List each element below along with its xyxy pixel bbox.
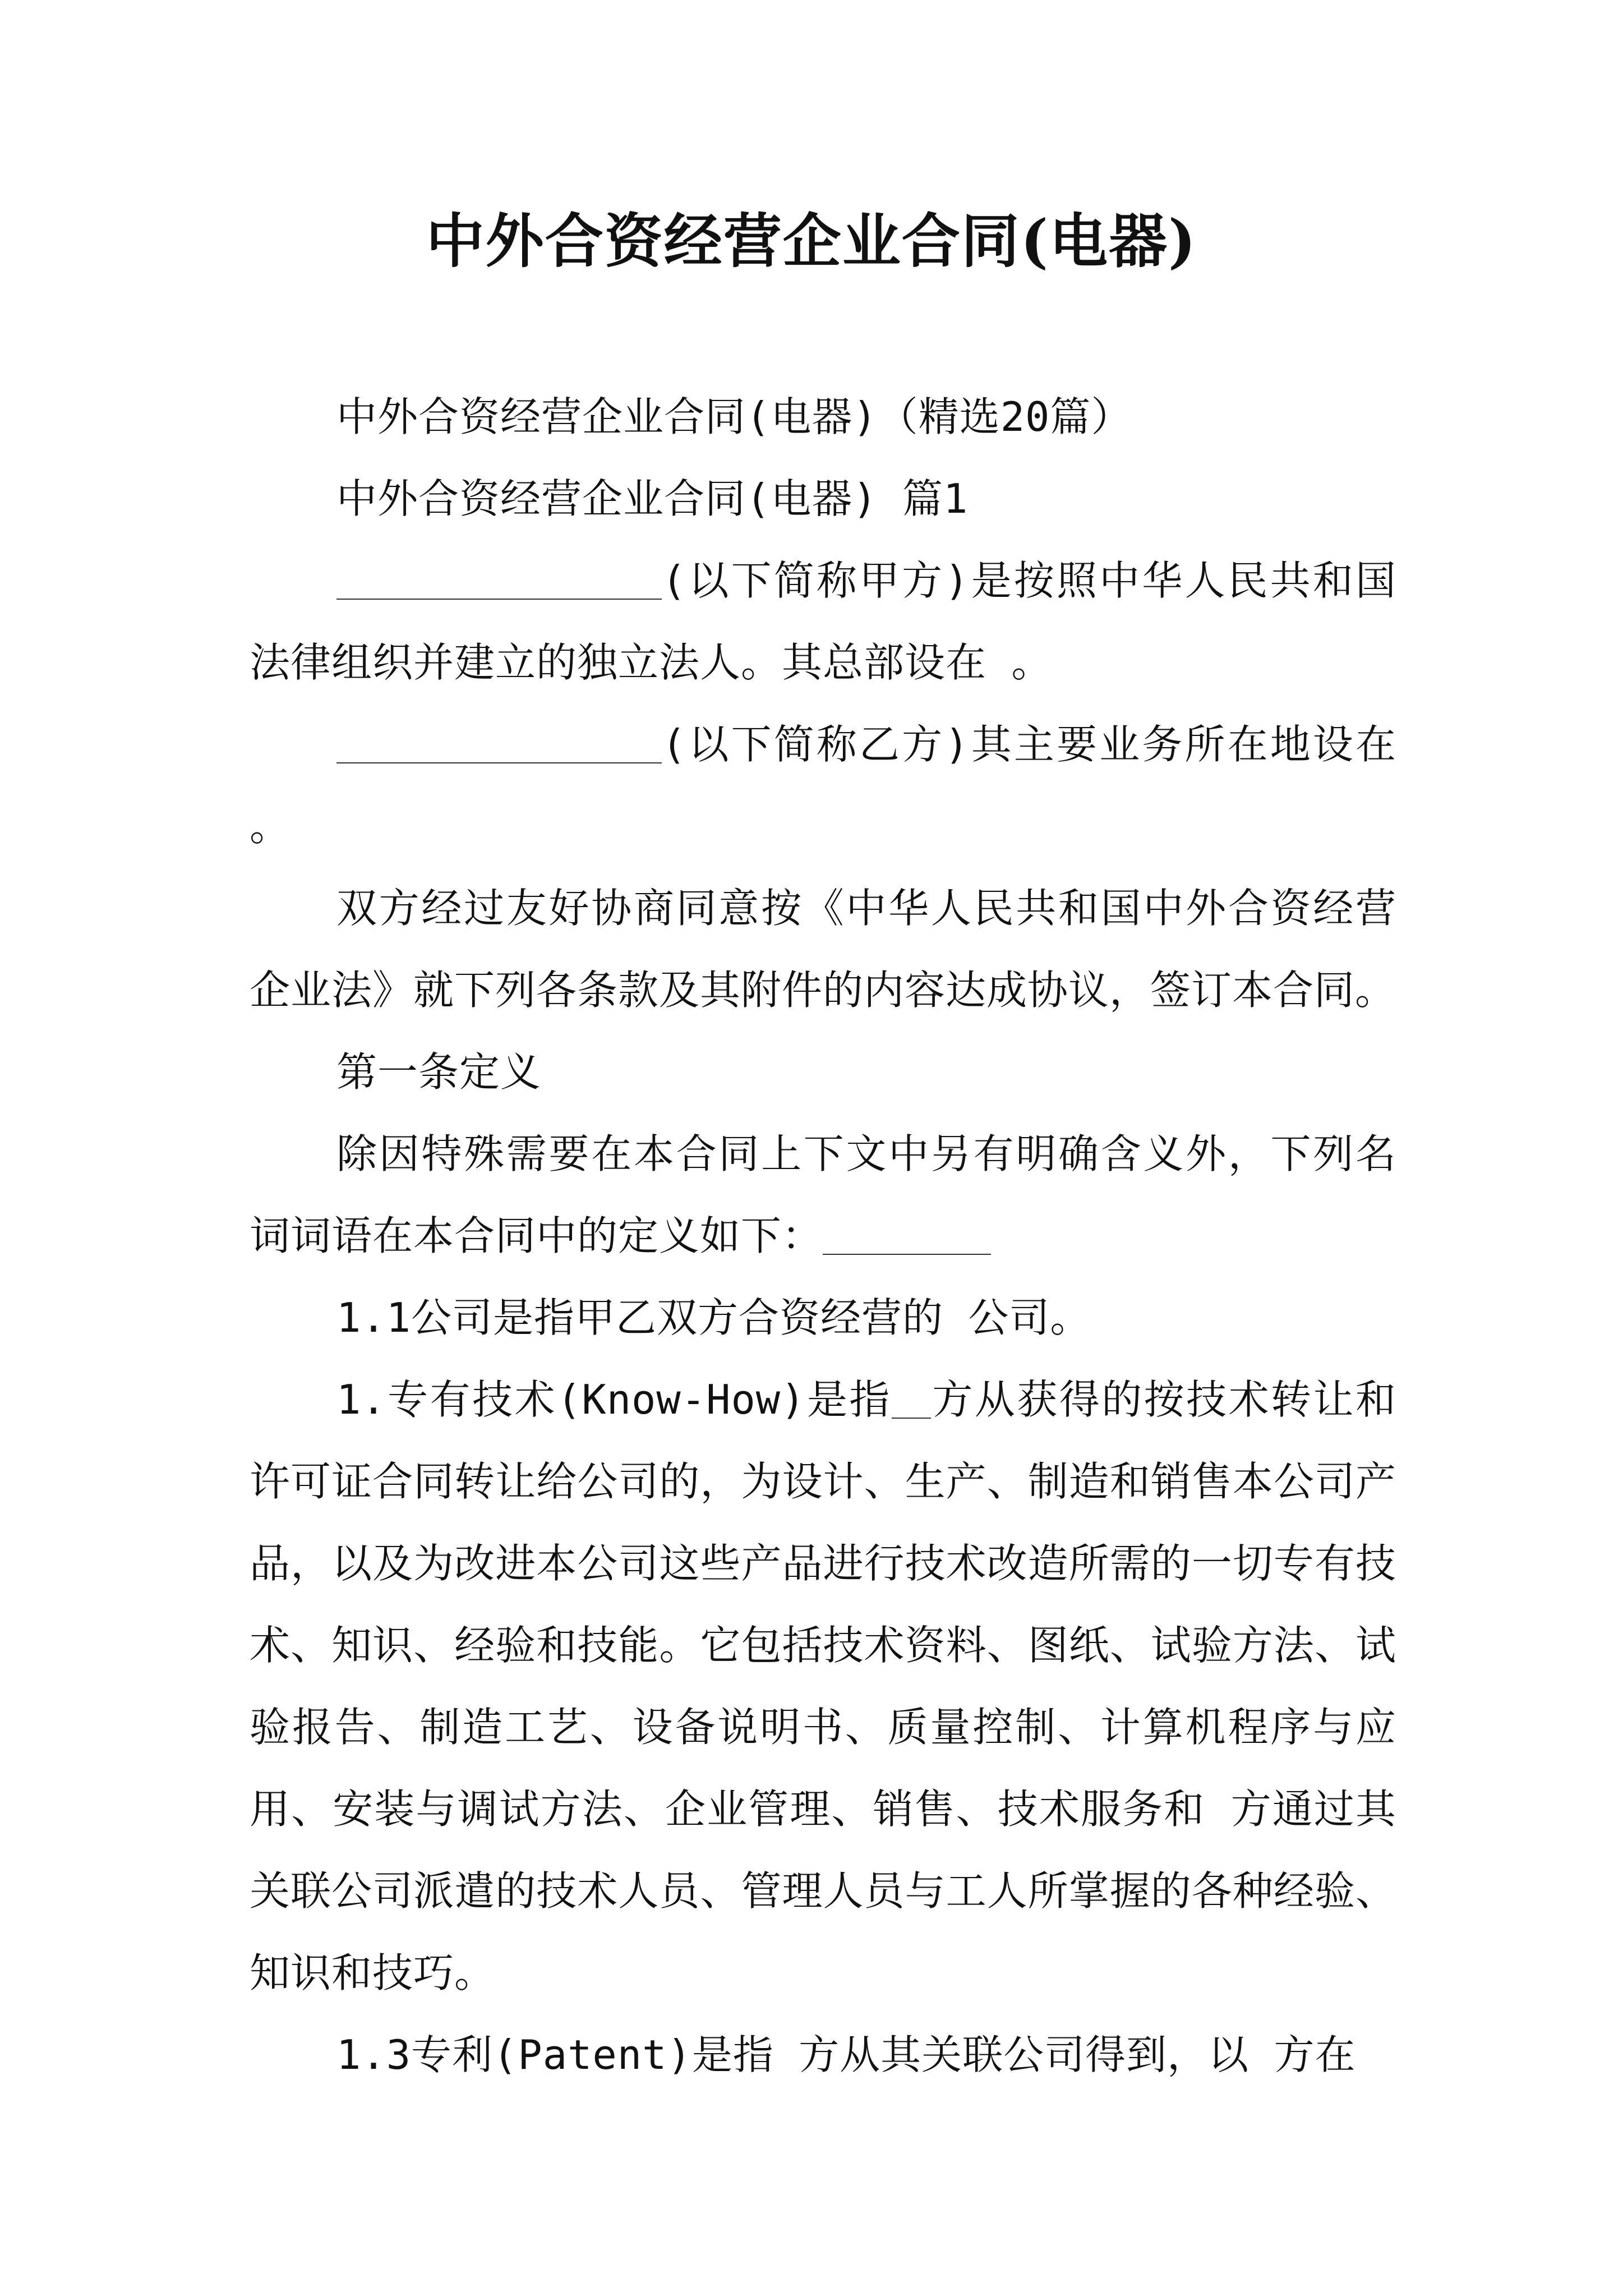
paragraph-chapter-heading: 中外合资经营企业合同(电器) 篇1 (336, 475, 969, 522)
paragraph-article-1-heading: 第一条定义 (336, 1048, 542, 1096)
party-a-text: (以下简称甲方)是按照中华人民共和国法律组织并建立的独立法人。其总部设在 。 (250, 557, 1396, 686)
paragraph-definition-patent: 1.3专利(Patent)是指 方从其关联公司得到，以 方在 (336, 2031, 1356, 2078)
document-body (250, 376, 1396, 2096)
paragraph-definition-company: 1.1公司是指甲乙双方合资经营的 公司。 (336, 1294, 1091, 1341)
blank-line (336, 722, 662, 763)
paragraph-definition-know-how (250, 1359, 1396, 2014)
blank-line (336, 558, 662, 600)
paragraph-agreement: 双方经过友好协商同意按《中华人民共和国中外合资经营企业法》就下列各条款及其附件的内容达成协议，签订本合同。 (250, 885, 1396, 1014)
know-how-text: 方从获得的按技术转让和许可证合同转让给公司的，为设计、生产、制造和销售本公司产品，以及为改进本公司这些产品进行技术改造所需的一切专有技术、知识、经验和技能。它包括技术资料、图纸、试验方法、试验报告、制造工艺、设备说明书、质量控制、计算机程序与应用、安装与调试方法、企业管理、销售、技术服务和 方通过其关联公司派遣的技术人员、管理人员与工人所掌握的各种经验、知识和技巧。 (250, 1376, 1396, 1996)
definitions-intro-text: 除因特殊需要在本合同上下文中另有明确含义外，下列名词词语在本合同中的定义如下： (250, 1130, 1396, 1259)
paragraph-collection-title: 中外合资经营企业合同(电器)（精选20篇） (336, 393, 1132, 440)
paragraph-definitions-intro (250, 1113, 1396, 1277)
paragraph-party-a (250, 540, 1396, 703)
party-b-text: (以下简称乙方)其主要业务所在地设在 。 (250, 721, 1396, 850)
know-how-lead: 1.专有技术(Know-How)是指 (336, 1376, 892, 1423)
paragraph-party-b (250, 703, 1396, 867)
blank-line (892, 1377, 931, 1419)
blank-line (823, 1213, 991, 1255)
document-title: 中外合资经营企业合同(电器) (426, 206, 1197, 275)
